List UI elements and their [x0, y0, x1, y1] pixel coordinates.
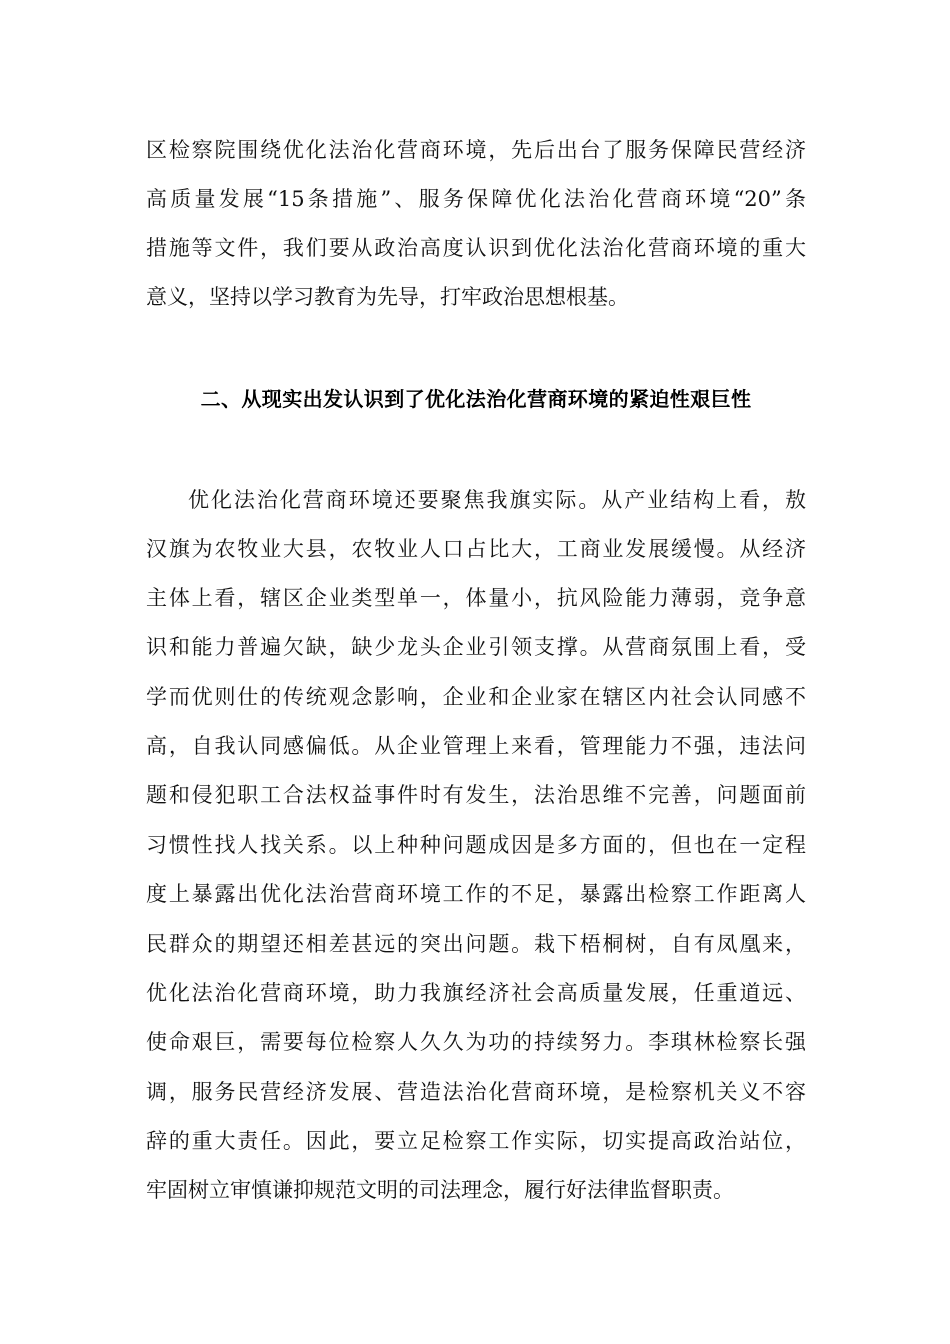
paragraph-2-line-11: 优化法治化营商环境，助力我旗经济社会高质量发展，任重道远、: [146, 981, 806, 1005]
paragraph-2-line-15: 牢固树立审慎谦抑规范文明的司法理念，履行好法律监督职责。: [146, 1178, 734, 1202]
paragraph-1-line-4: 意义，坚持以学习教育为先导，打牢政治思想根基。: [146, 285, 629, 309]
paragraph-1-line-2: 高质量发展“15条措施”、服务保障优化法治化营商环境“20”条: [146, 187, 806, 211]
paragraph-2-line-7: 题和侵犯职工合法权益事件时有发生，法治思维不完善，问题面前: [146, 783, 806, 807]
paragraph-1-line-3: 措施等文件，我们要从政治高度认识到优化法治化营商环境的重大: [146, 236, 806, 260]
paragraph-2-line-2: 汉旗为农牧业大县，农牧业人口占比大，工商业发展缓慢。从经济: [146, 537, 806, 561]
paragraph-2-line-3: 主体上看，辖区企业类型单一，体量小，抗风险能力薄弱，竞争意: [146, 586, 806, 610]
paragraph-2-line-13: 调，服务民营经济发展、营造法治化营商环境，是检察机关义不容: [146, 1080, 806, 1104]
paragraph-2-line-10: 民群众的期望还相差甚远的突出问题。栽下梧桐树，自有凤凰来，: [146, 932, 806, 956]
paragraph-2-line-14: 辞的重大责任。因此，要立足检察工作实际，切实提高政治站位，: [146, 1129, 806, 1153]
paragraph-1-line-1: 区检察院围绕优化法治化营商环境，先后出台了服务保障民营经济: [146, 138, 806, 162]
paragraph-2-line-5: 学而优则仕的传统观念影响，企业和企业家在辖区内社会认同感不: [146, 685, 806, 709]
paragraph-2-line-9: 度上暴露出优化法治营商环境工作的不足，暴露出检察工作距离人: [146, 882, 806, 906]
paragraph-2-line-4: 识和能力普遍欠缺，缺少龙头企业引领支撑。从营商氛围上看，受: [146, 635, 806, 659]
paragraph-2-line-1: 优化法治化营商环境还要聚焦我旗实际。从产业结构上看，敖: [188, 488, 806, 512]
paragraph-2-line-12: 使命艰巨，需要每位检察人久久为功的持续努力。李琪林检察长强: [146, 1030, 806, 1054]
section-heading-2: 二、从现实出发认识到了优化法治化营商环境的紧迫性艰巨性: [200, 387, 752, 411]
paragraph-2-line-6: 高，自我认同感偏低。从企业管理上来看，管理能力不强，违法问: [146, 734, 806, 758]
paragraph-2-line-8: 习惯性找人找关系。以上种种问题成因是多方面的，但也在一定程: [146, 833, 806, 857]
